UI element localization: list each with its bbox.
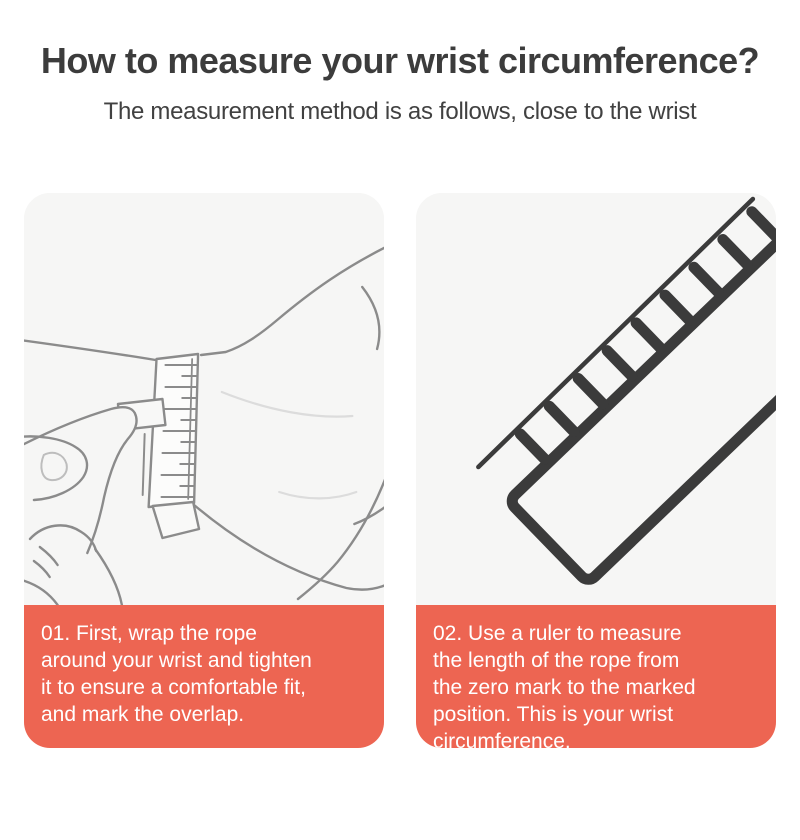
page-subtitle: The measurement method is as follows, close to the wrist [103, 98, 697, 126]
caption-line: circumference. [433, 730, 571, 749]
caption-line: and mark the overlap. [41, 703, 245, 727]
ruler-and-rope-illustration [416, 193, 776, 605]
caption-line: position. This is your wrist [433, 703, 674, 727]
caption-line: 01. First, wrap the rope [41, 622, 257, 646]
step-card-1 [24, 193, 384, 748]
infographic-page [0, 40, 800, 840]
ruler-teeth [520, 193, 776, 459]
step-1-caption [24, 605, 384, 748]
caption-line: it to ensure a comfortable fit, [41, 676, 306, 700]
wrist-measure-drawing [24, 193, 384, 605]
rope-line [478, 199, 753, 467]
step-card-2 [416, 193, 776, 748]
measuring-tape-band [143, 354, 199, 538]
wrist-with-measuring-tape-illustration [24, 193, 384, 605]
caption-line: 02. Use a ruler to measure [433, 622, 682, 646]
caption-line: the zero mark to the marked [433, 676, 696, 700]
page-title: How to measure your wrist circumference? [40, 40, 760, 81]
caption-line: around your wrist and tighten [41, 649, 312, 673]
ruler-drawing [416, 193, 776, 605]
step-2-caption [416, 605, 776, 748]
ruler-body [481, 193, 776, 583]
caption-line: the length of the rope from [433, 649, 680, 673]
steps-row [0, 193, 800, 748]
pointing-hand [24, 407, 137, 605]
